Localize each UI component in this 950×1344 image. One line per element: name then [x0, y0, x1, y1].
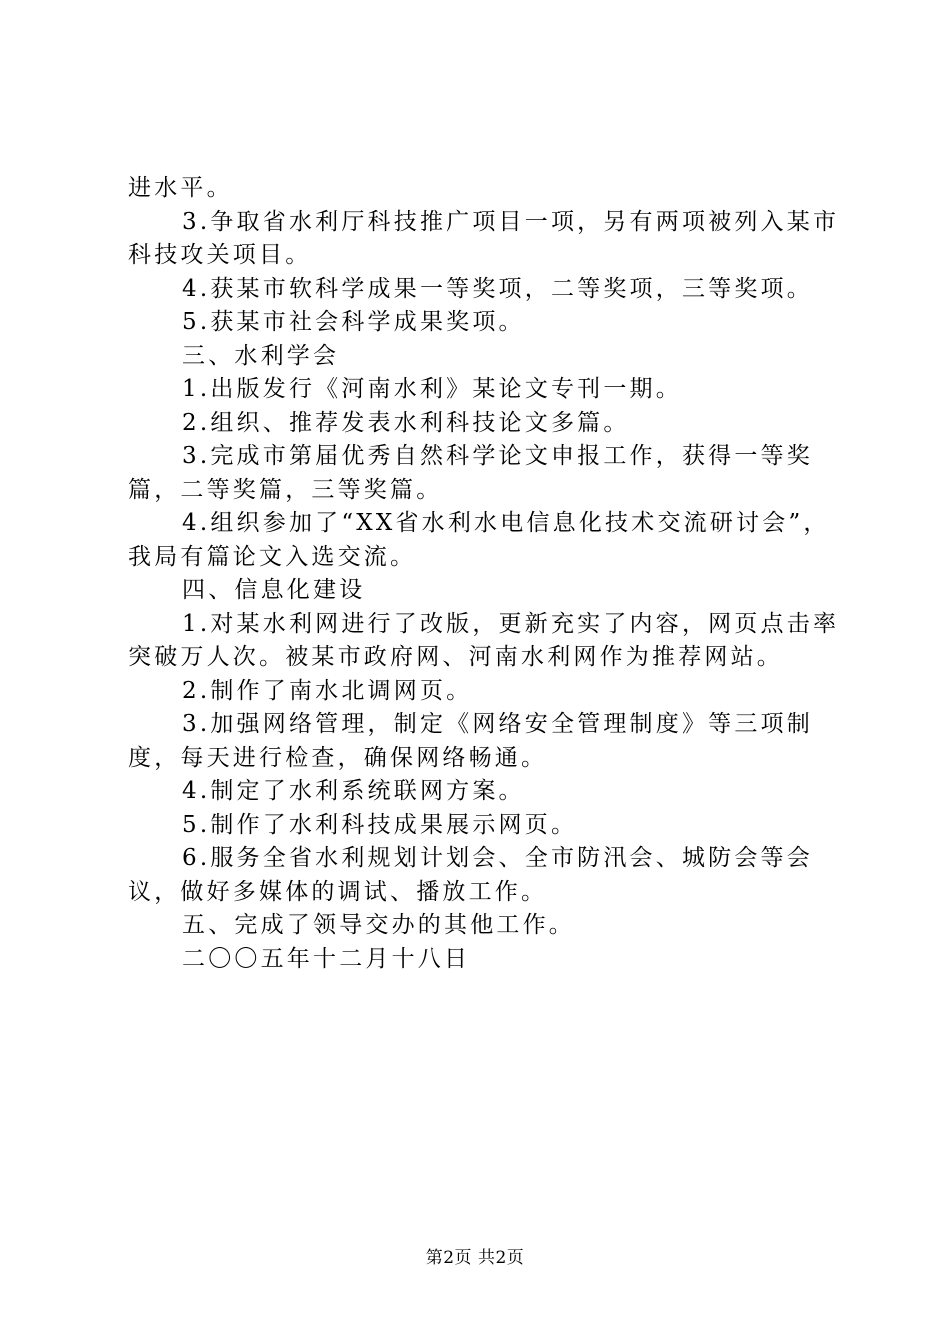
paragraph-item-4-2: 2.制作了南水北调网页。	[182, 677, 473, 704]
paragraph-item-4-3: 3.加强网络管理，制定《网络安全管理制度》等三项制度，每天进行检查，确保网络畅通。	[128, 711, 813, 771]
paragraph-item-2-3: 3.争取省水利厅科技推广项目一项，另有两项被列入某市科技攻关项目。	[128, 208, 840, 268]
paragraph-item-4-4: 4.制定了水利系统联网方案。	[182, 778, 525, 804]
document-date: 二〇〇五年十二月十八日	[182, 945, 471, 972]
section-heading-3: 三、水利学会	[182, 342, 340, 369]
paragraph-item-3-4: 4.组织参加了“XX省水利水电信息化技术交流研讨会”，我局有篇论文入选交流。	[128, 510, 830, 570]
section-heading-5: 五、完成了领导交办的其他工作。	[182, 912, 575, 938]
document-body	[128, 172, 848, 976]
paragraph-item-2-5: 5.获某市社会科学成果奖项。	[182, 309, 525, 335]
page-number-footer: 第2页 共2页	[425, 1248, 525, 1268]
paragraph-item-4-1: 1.对某水利网进行了改版，更新充实了内容，网页点击率突破万人次。被某市政府网、河南水利网作为推荐网站。	[128, 610, 840, 670]
paragraph-item-3-2: 2.组织、推荐发表水利科技论文多篇。	[182, 409, 630, 436]
paragraph-item-3-1: 1.出版发行《河南水利》某论文专刊一期。	[182, 376, 682, 402]
paragraph-item-4-5: 5.制作了水利科技成果展示网页。	[182, 811, 578, 838]
paragraph-continuation: 进水平。	[128, 175, 233, 201]
paragraph-item-3-3: 3.完成市第届优秀自然科学论文申报工作，获得一等奖篇，二等奖篇，三等奖篇。	[128, 443, 813, 503]
paragraph-item-4-6: 6.服务全省水利规划计划会、全市防汛会、城防会等会议，做好多媒体的调试、播放工作。	[128, 845, 813, 905]
paragraph-item-2-4: 4.获某市软科学成果一等奖项，二等奖项，三等奖项。	[182, 275, 813, 302]
section-heading-4: 四、信息化建设	[182, 577, 366, 603]
